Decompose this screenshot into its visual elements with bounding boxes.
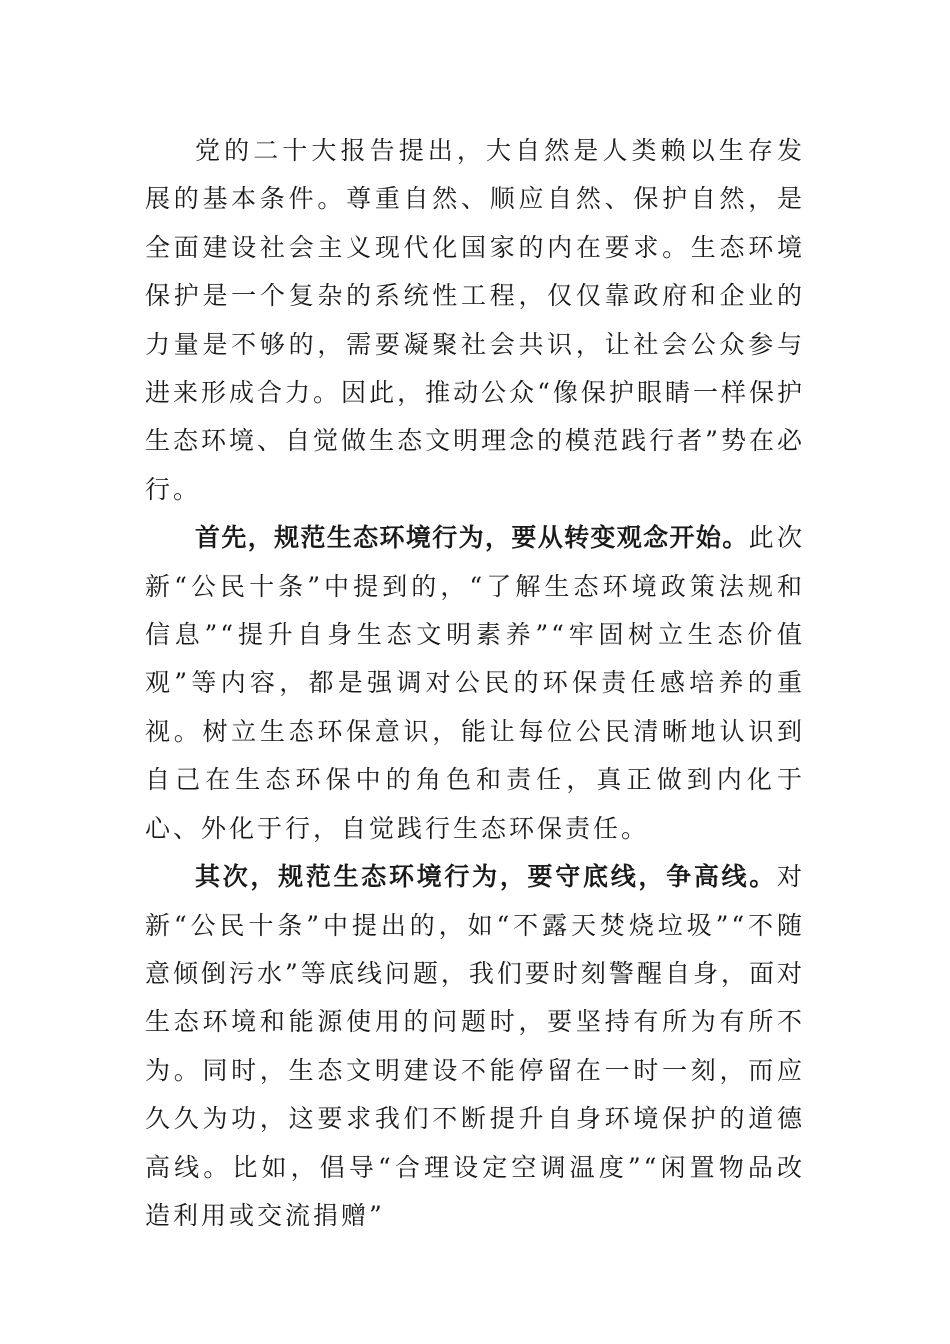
paragraph-first-point bbox=[145, 514, 805, 853]
paragraph-lead: 首先，规范生态环境行为，要从转变观念开始。 bbox=[195, 523, 749, 553]
paragraph-text: 党的二十大报告提出，大自然是人类赖以生存发展的基本条件。尊重自然、顺应自然、保护自然，是全面建设社会主义现代化国家的内在要求。生态环境保护是一个复杂的系统性工程，仅仅靠政府和企业的力量是不够的，需要凝聚社会共识，让社会公众参与进来形成合力。因此，推动公众“像保护眼睛一样保护生态环境、自觉做生态文明理念的模范践行者”势在必行。 bbox=[145, 136, 805, 504]
paragraph-text: 此次新“公民十条”中提到的，“了解生态环境政策法规和信息”“提升自身生态文明素养”“牢固树立生态价值观”等内容，都是强调对公民的环保责任感培养的重视。树立生态环保意识，能让每位公民清晰地认识到自己在生态环保中的角色和责任，真正做到内化于心、外化于行，自觉践行生态环保责任。 bbox=[145, 523, 805, 843]
paragraph-text: 对新“公民十条”中提出的，如“不露天焚烧垃圾”“不随意倾倒污水”等底线问题，我们要时刻警醒自身，面对生态环境和能源使用的问题时，要坚持有所为有所不为。同时，生态文明建设不能停留在一时一刻，而应久久为功，这要求我们不断提升自身环境保护的道德高线。比如，倡导“合理设定空调温度”“闲置物品改造利用或交流捐赠” bbox=[145, 862, 805, 1230]
paragraph-intro bbox=[145, 127, 805, 514]
document-body bbox=[145, 127, 805, 1240]
paragraph-lead: 其次，规范生态环境行为，要守底线，争高线。 bbox=[195, 862, 777, 892]
paragraph-second-point bbox=[145, 853, 805, 1240]
